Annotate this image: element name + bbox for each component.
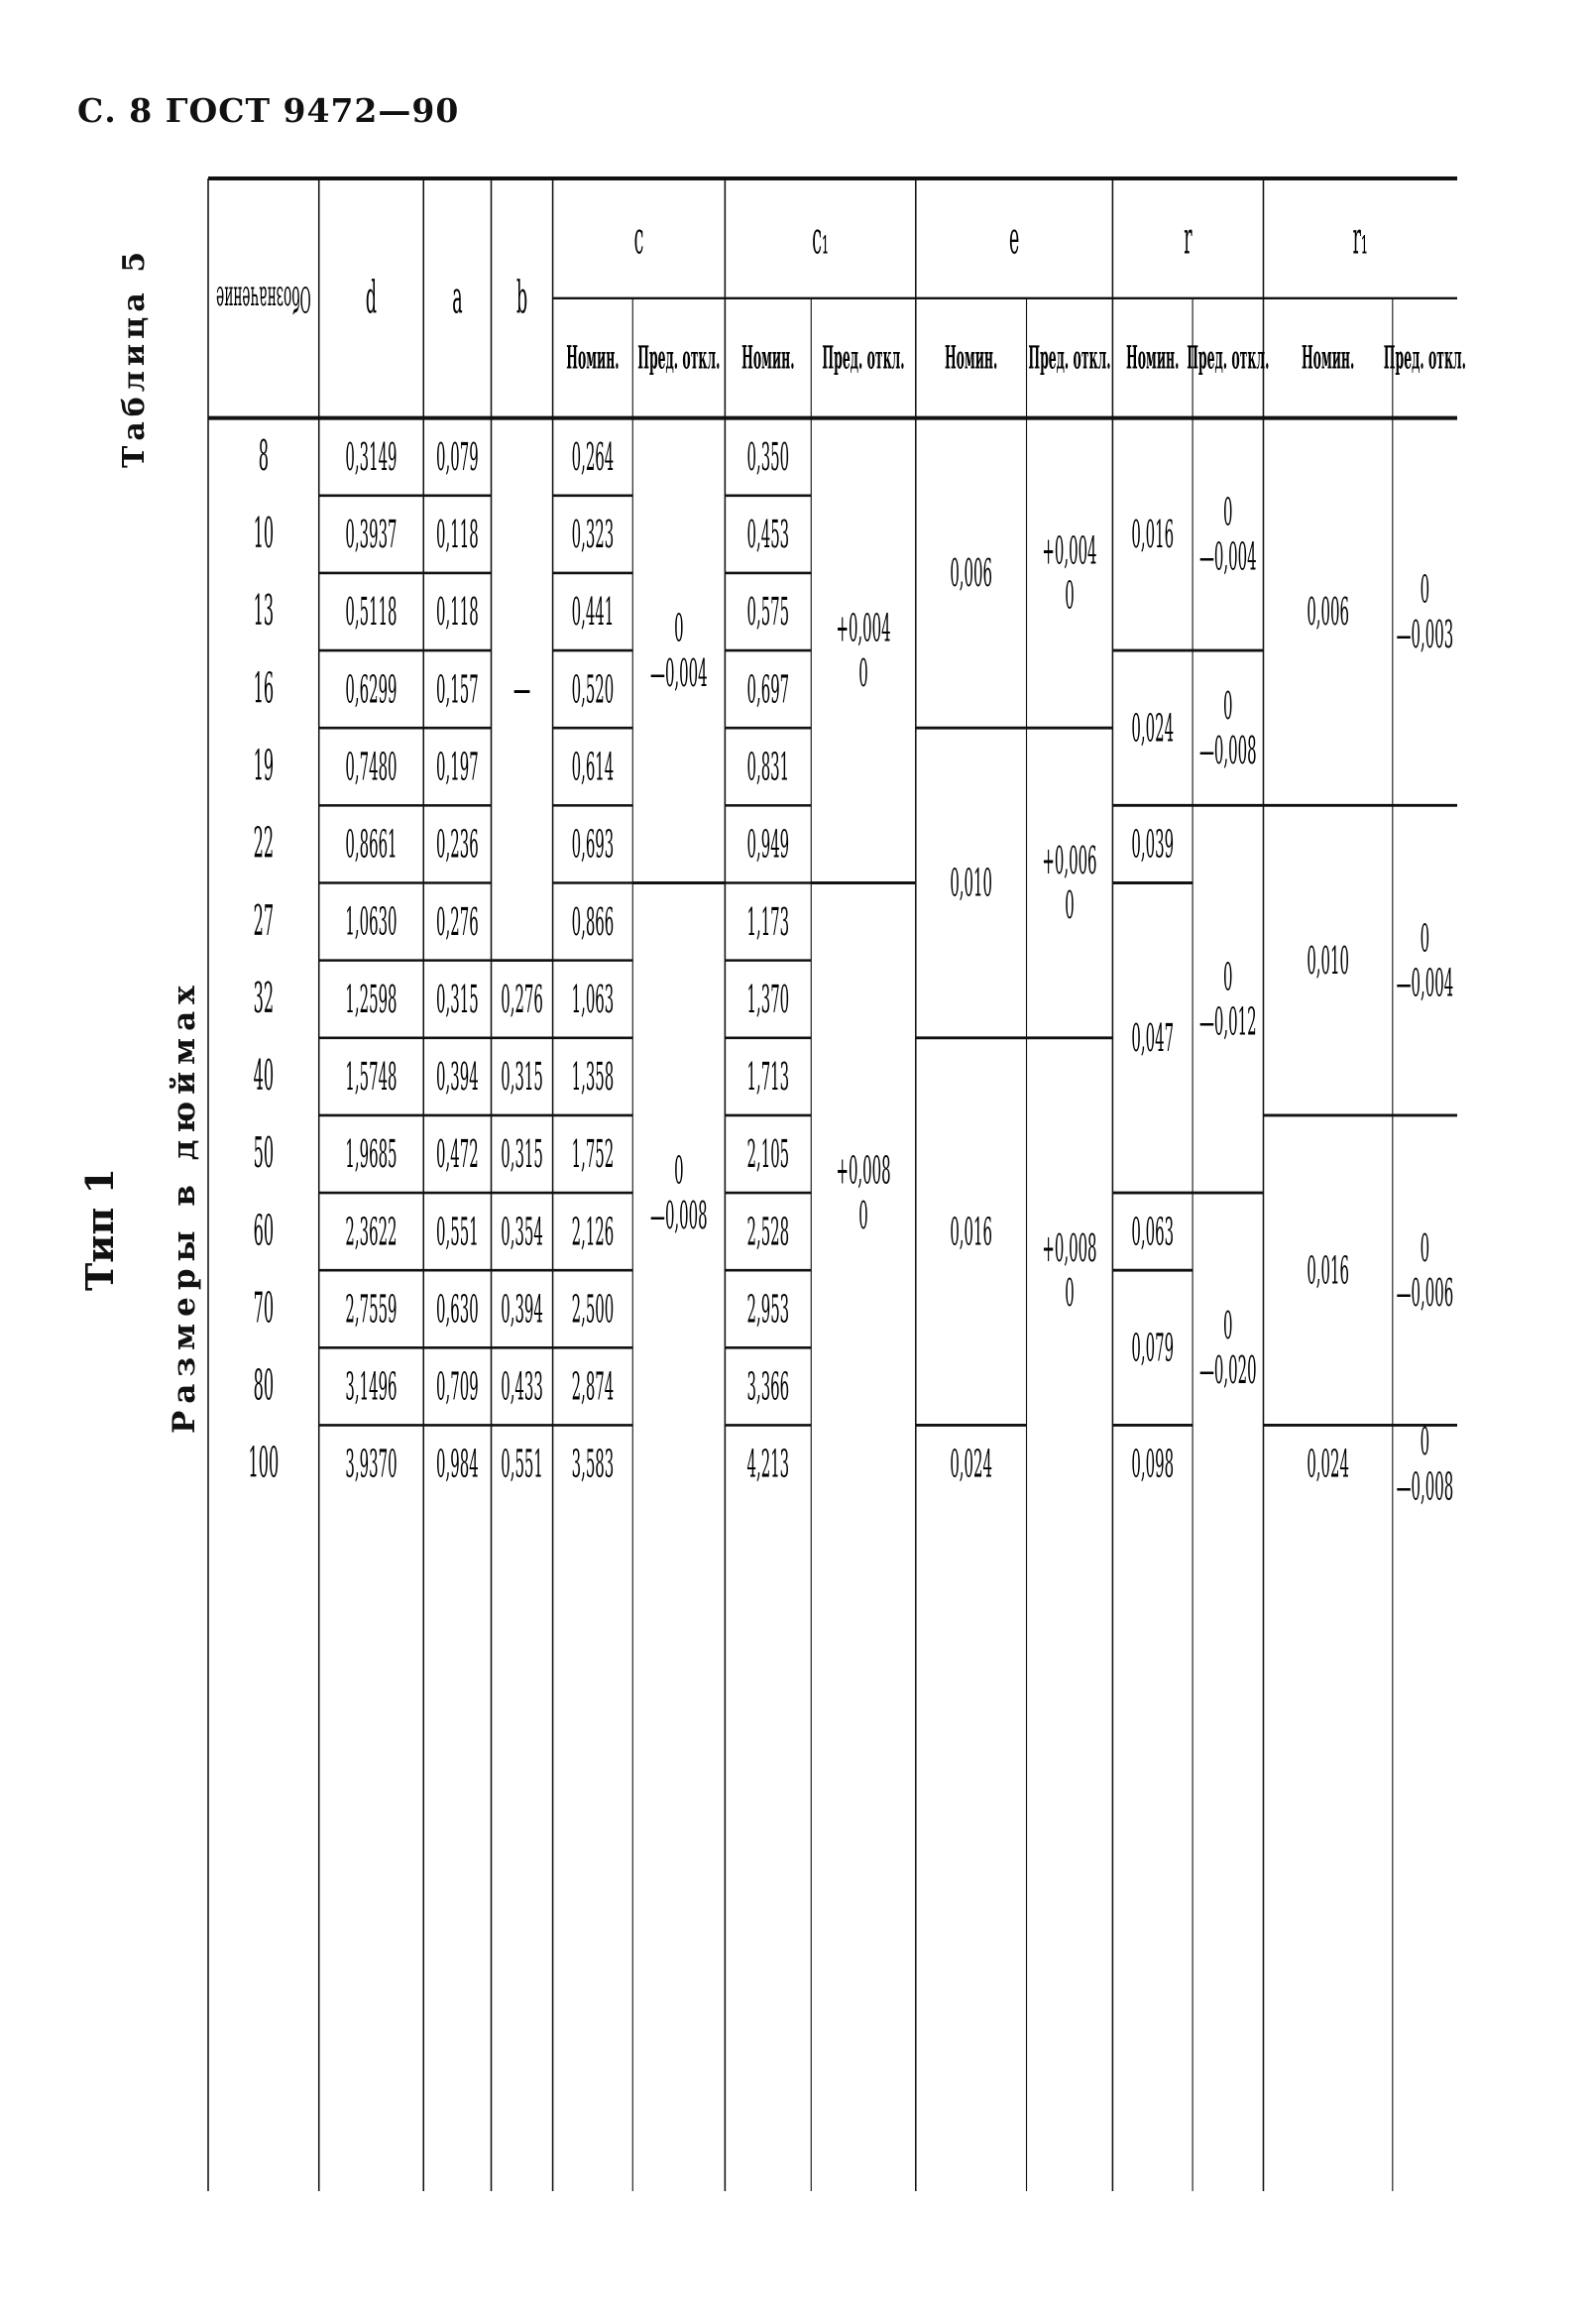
cell-d: 3,1496: [345, 1363, 398, 1409]
column-letter-r1: r₁: [1352, 212, 1368, 266]
span-r_nom: 0,098: [1131, 1442, 1175, 1486]
cell-a: 0,197: [436, 744, 479, 789]
cell-c-nom: 2,126: [571, 1209, 615, 1254]
cell-c1-nom: 2,953: [746, 1286, 790, 1332]
span-e_dev-lower: 0: [1065, 882, 1075, 928]
cell-b-dash: —: [512, 662, 531, 716]
cell-c1-nom: 2,105: [746, 1131, 790, 1177]
cell-c-nom: 0,520: [571, 666, 615, 712]
row-designation: 19: [253, 743, 275, 791]
span-c1_dev-upper: +0,004: [836, 606, 891, 650]
span-r1_dev-lower: —0,008: [1396, 1463, 1454, 1509]
span-c_dev-upper: 0: [674, 606, 684, 650]
span-e_nom: 0,006: [950, 550, 992, 596]
span-r_dev-upper: 0: [1223, 683, 1233, 729]
span-r_nom: 0,079: [1131, 1325, 1175, 1370]
cell-c-nom: 0,441: [571, 589, 615, 635]
cell-b: 0,433: [501, 1363, 543, 1409]
cell-c1-nom: 3,366: [746, 1363, 790, 1409]
column-designation-label: Обозначение: [216, 278, 311, 319]
span-e_nom: 0,024: [950, 1442, 992, 1486]
row-designation: 16: [253, 665, 275, 713]
span-e_dev-upper: +0,004: [1042, 527, 1097, 573]
span-r1_nom: 0,010: [1307, 938, 1349, 984]
cell-d: 0,8661: [345, 821, 398, 867]
cell-a: 0,236: [436, 821, 479, 867]
span-r_dev-lower: —0,020: [1199, 1347, 1257, 1393]
cell-c1-nom: 0,831: [746, 744, 790, 789]
span-r_dev-upper: 0: [1223, 954, 1233, 999]
span-r_nom: 0,016: [1131, 512, 1175, 557]
page-header: С. 8 ГОСТ 9472—90: [77, 91, 460, 130]
row-designation: 40: [253, 1053, 275, 1101]
span-r_nom: 0,063: [1131, 1209, 1175, 1254]
cell-c-nom: 3,583: [571, 1442, 615, 1486]
cell-c-nom: 0,614: [571, 744, 615, 789]
cell-a: 0,394: [436, 1054, 479, 1100]
cell-a: 0,157: [436, 666, 479, 712]
cell-d: 1,2598: [345, 977, 398, 1022]
row-designation: 22: [253, 820, 275, 869]
row-designation: 70: [253, 1285, 275, 1334]
cell-d: 2,7559: [345, 1286, 398, 1332]
table-number: Таблица 5: [117, 246, 152, 468]
span-r_dev-lower: —0,004: [1199, 533, 1257, 579]
cell-c1-nom: 0,949: [746, 821, 790, 867]
span-c_dev-upper: 0: [674, 1148, 684, 1193]
cell-a: 0,079: [436, 434, 479, 480]
cell-d: 0,5118: [345, 589, 398, 635]
span-r_dev-lower: —0,012: [1199, 998, 1257, 1044]
row-designation: 50: [253, 1130, 275, 1178]
cell-a: 0,984: [436, 1442, 479, 1486]
cell-b: 0,354: [501, 1209, 543, 1254]
cell-c-nom: 1,752: [571, 1131, 615, 1177]
cell-c1-nom: 2,528: [746, 1209, 790, 1254]
row-designation: 8: [258, 432, 269, 481]
span-e_nom: 0,010: [950, 861, 992, 905]
cell-d: 2,3622: [345, 1209, 398, 1254]
row-designation: 13: [253, 588, 275, 636]
span-c1_dev-upper: +0,008: [836, 1148, 891, 1193]
cell-a: 0,118: [436, 512, 479, 557]
span-e_dev-lower: 0: [1065, 1270, 1075, 1316]
column-letter-a: a: [452, 272, 463, 325]
cell-c-nom: 0,264: [571, 434, 615, 480]
span-r_nom: 0,039: [1131, 821, 1175, 867]
span-e_nom: 0,016: [950, 1209, 992, 1254]
span-r_dev-lower: —0,008: [1199, 728, 1257, 773]
cell-c1-nom: 1,713: [746, 1054, 790, 1100]
span-c_dev-lower: —0,008: [650, 1193, 708, 1238]
column-letter-c: c: [633, 212, 644, 266]
cell-c-nom: 0,323: [571, 512, 615, 557]
span-r_dev-upper: 0: [1223, 1303, 1233, 1348]
column-nom-label-e: Номин.: [944, 338, 998, 377]
cell-c-nom: 1,358: [571, 1054, 615, 1100]
cell-b: 0,394: [501, 1286, 543, 1332]
cell-a: 0,630: [436, 1286, 479, 1332]
cell-c-nom: 0,693: [571, 821, 615, 867]
cell-c1-nom: 0,350: [746, 434, 790, 480]
row-designation: 32: [253, 975, 275, 1023]
cell-d: 1,5748: [345, 1054, 398, 1100]
span-e_dev-lower: 0: [1065, 573, 1075, 618]
cell-c-nom: 1,063: [571, 977, 615, 1022]
span-r_nom: 0,047: [1131, 1015, 1175, 1061]
cell-b: 0,315: [501, 1131, 543, 1177]
span-e_dev-upper: +0,006: [1042, 838, 1097, 883]
column-dev-label-e: Пред. откл.: [1028, 338, 1111, 377]
cell-c1-nom: 0,453: [746, 512, 790, 557]
span-r1_dev-lower: —0,004: [1396, 960, 1454, 1005]
span-r1_dev-lower: —0,006: [1396, 1270, 1454, 1316]
table-grid: [208, 178, 1466, 2191]
cell-d: 0,3149: [345, 434, 398, 480]
cell-d: 0,7480: [345, 744, 398, 789]
column-dev-label-r: Пред. откл.: [1187, 338, 1270, 377]
cell-c-nom: 2,874: [571, 1363, 615, 1409]
span-r1_dev-lower: —0,003: [1396, 612, 1454, 657]
cell-d: 0,3937: [345, 512, 398, 557]
span-r1_nom: 0,006: [1307, 589, 1349, 635]
column-letter-c1: c₁: [812, 212, 829, 266]
cell-a: 0,315: [436, 977, 479, 1022]
cell-b: 0,551: [501, 1442, 543, 1486]
row-designation: 100: [248, 1440, 280, 1488]
span-r_nom: 0,024: [1131, 705, 1175, 751]
cell-a: 0,709: [436, 1363, 479, 1409]
column-letter-r: r: [1184, 212, 1193, 266]
row-designation: 60: [253, 1208, 275, 1255]
cell-a: 0,472: [436, 1131, 479, 1177]
column-letter-d: d: [365, 272, 378, 325]
row-designation: 10: [253, 511, 275, 558]
cell-a: 0,276: [436, 899, 479, 945]
cell-c-nom: 2,500: [571, 1286, 615, 1332]
cell-d: 3,9370: [345, 1442, 398, 1486]
dimensions-table: [208, 178, 1467, 2191]
units-title: Размеры в дюймах: [167, 979, 202, 1434]
column-dev-label-c1: Пред. откл.: [822, 338, 905, 377]
span-r1_dev-upper: 0: [1420, 567, 1430, 612]
span-c_dev-lower: —0,004: [650, 650, 708, 696]
cell-c1-nom: 1,370: [746, 977, 790, 1022]
span-r1_dev-upper: 0: [1420, 1225, 1430, 1271]
column-letter-e: e: [1008, 212, 1020, 266]
span-c1_dev-lower: 0: [858, 1193, 868, 1238]
cell-c-nom: 0,866: [571, 899, 615, 945]
span-r1_dev-upper: 0: [1420, 915, 1430, 961]
row-designation: 80: [253, 1362, 275, 1411]
span-r1_dev-upper: 0: [1420, 1419, 1430, 1464]
cell-a: 0,551: [436, 1209, 479, 1254]
cell-c1-nom: 0,697: [746, 666, 790, 712]
column-nom-label-c1: Номин.: [741, 338, 795, 377]
cell-d: 1,9685: [345, 1131, 398, 1177]
cell-d: 0,6299: [345, 666, 398, 712]
type-title: Тип 1: [77, 1168, 122, 1291]
span-e_dev-upper: +0,008: [1042, 1225, 1097, 1271]
cell-a: 0,118: [436, 589, 479, 635]
column-dev-label-r1: Пред. откл.: [1383, 338, 1467, 377]
cell-d: 1,0630: [345, 899, 398, 945]
column-nom-label-c: Номин.: [566, 338, 620, 377]
span-r_dev-upper: 0: [1223, 489, 1233, 534]
cell-c1-nom: 0,575: [746, 589, 790, 635]
cell-c1-nom: 1,173: [746, 899, 790, 945]
column-letter-b: b: [515, 272, 528, 325]
column-nom-label-r: Номин.: [1126, 338, 1180, 377]
column-dev-label-c: Пред. откл.: [637, 338, 721, 377]
cell-b: 0,315: [501, 1054, 543, 1100]
column-nom-label-r1: Номин.: [1301, 338, 1355, 377]
cell-b: 0,276: [501, 977, 543, 1022]
dimensions-table-svg: [208, 178, 1467, 2191]
span-c1_dev-lower: 0: [858, 650, 868, 696]
span-r1_nom: 0,024: [1307, 1442, 1349, 1486]
row-designation: 27: [253, 897, 275, 946]
cell-c1-nom: 4,213: [746, 1442, 790, 1486]
span-r1_nom: 0,016: [1307, 1247, 1349, 1293]
